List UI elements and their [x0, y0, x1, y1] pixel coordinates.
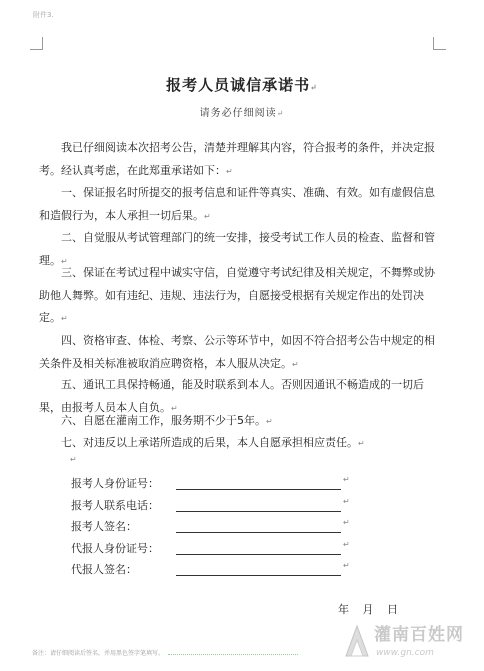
watermark: [336, 616, 481, 668]
paragraph-mark-icon: ↵: [61, 256, 68, 266]
signature-blank-line[interactable]: [176, 532, 341, 533]
paragraph-mark-icon: ↵: [204, 211, 211, 221]
signature-label: 报考人签名：: [71, 520, 137, 533]
signature-blank-line[interactable]: [176, 554, 341, 555]
watermark-url: www.gn.com: [376, 648, 434, 658]
paragraph-item-5: 五、通讯工具保持畅通，能及时联系到本人。否则因通讯不畅造成的一切后果，由报考人员本人自负。↵: [39, 378, 424, 414]
paragraph-mark-icon: ↵: [343, 561, 350, 570]
signature-label: 报考人联系电话：: [71, 499, 159, 512]
paragraph-item-6: 六、自愿在灌南工作，服务期不少于5年。↵: [61, 414, 273, 427]
signature-field-proxy-id: [71, 540, 350, 558]
signature-label: 代报人身份证号：: [71, 542, 159, 555]
paragraph-mark-icon: ↵: [226, 166, 233, 176]
paragraph-item-2: 二、自觉服从考试管理部门的统一安排，接受考试工作人员的检查、监督和管理。↵: [39, 231, 435, 267]
signature-field-applicant-id: [71, 475, 350, 493]
paragraph-mark-icon: ↵: [343, 475, 350, 484]
paragraph-item-3: 三、保证在考试过程中诚实守信，自觉遵守考试纪律及相关规定，不舞弊或协助他人舞弊。如有违纪、违规、违法行为，自愿接受根据有关规定作出的处罚决定。↵: [39, 266, 435, 324]
paragraph-item-7: 七、对违反以上承诺所造成的后果，本人自愿承担相应责任。↵: [61, 436, 365, 449]
footer-note: 备注：请仔细阅读后签名，并用黑色签字笔填写。: [32, 648, 298, 657]
signature-field-proxy-sign: [71, 561, 350, 579]
paragraph-intro: 我已仔细阅读本次招考公告，清楚并理解其内容，符合报考的条件，并决定报考。经认真考虑，在此郑重承诺如下：↵: [39, 141, 435, 177]
paragraph-mark-icon: ↵: [171, 403, 178, 413]
footer-dotted-rule: [168, 654, 298, 655]
watermark-logo-icon: [342, 620, 372, 662]
paragraph-mark-icon: ↵: [343, 540, 350, 549]
document-subtitle: 请务必仔细阅读↵: [199, 108, 285, 119]
paragraph-mark-icon: ↵: [310, 82, 318, 92]
signature-label: 报考人身份证号：: [71, 477, 159, 490]
paragraph-mark-icon: ↵: [70, 455, 77, 464]
signature-blank-line[interactable]: [176, 575, 341, 576]
paragraph-mark-icon: ↵: [343, 518, 350, 527]
corner-mark-top-left: [30, 37, 43, 50]
header-label: 附件3.: [33, 11, 54, 19]
signature-label: 代报人签名：: [71, 563, 137, 576]
signature-field-applicant-sign: [71, 518, 350, 536]
paragraph-mark-icon: ↵: [343, 497, 350, 506]
paragraph-mark-icon: ↵: [266, 417, 273, 426]
signature-field-applicant-phone: [71, 497, 350, 515]
watermark-text: 灌南百姓网: [374, 625, 464, 645]
paragraph-mark-icon: ↵: [292, 359, 299, 369]
paragraph-mark-icon: ↵: [276, 109, 285, 118]
signature-blank-line[interactable]: [176, 511, 341, 512]
paragraph-mark-icon: ↵: [61, 314, 68, 323]
document-title: 报考人员诚信承诺书↵: [166, 76, 318, 94]
signature-blank-line[interactable]: [176, 489, 341, 490]
paragraph-item-4: 四、资格审查、体检、考察、公示等环节中，如因不符合招考公告中规定的相关条件及相关标准被取消应聘资格，本人服从决定。↵: [39, 334, 435, 370]
paragraph-item-1: 一、保证报名时所提交的报考信息和证件等真实、准确、有效。如有虚假信息和造假行为，本人承担一切后果。↵: [39, 186, 435, 222]
date-line: 年 月 日: [338, 603, 398, 616]
paragraph-mark-icon: ↵: [358, 439, 365, 448]
corner-mark-top-right: [433, 37, 446, 50]
